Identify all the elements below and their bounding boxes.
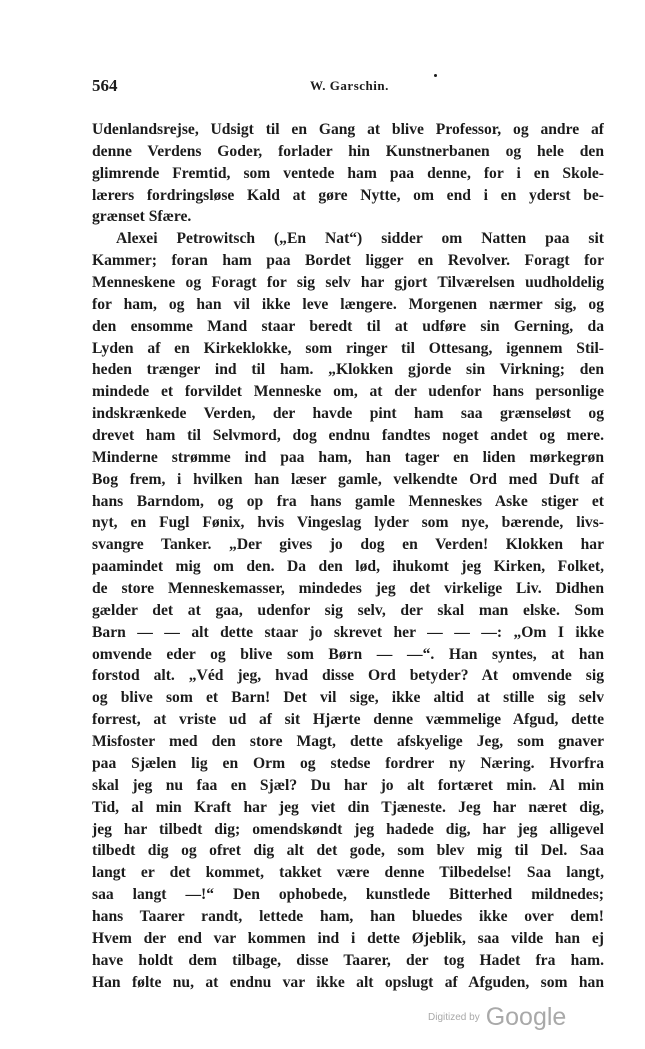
text-line: Tid, al min Kraft har jeg viet din Tjæneste. Jeg har næret dig,	[92, 798, 604, 816]
text-line: Udenlandsrejse, Udsigt til en Gang at blive Professor, og andre af	[92, 121, 604, 138]
text-line: indskrænkede Verden, der havde pint ham saa grænseløst og	[92, 405, 604, 423]
text-line: de store Menneskemasser, mindedes jeg det virkelige Liv. Didhen	[92, 580, 604, 598]
text-line: have holdt dem tilbage, disse Taarer, der tog Hadet fra ham.	[92, 951, 604, 969]
text-line: forstod alt. „Véd jeg, hvad disse Ord betyder? At omvende sig	[92, 667, 604, 685]
text-line: Bog frem, i hvilken han læser gamle, velkendte Ord med Duft af	[92, 470, 604, 488]
text-line: nyt, en Fugl Fønix, hvis Vingeslag lyder som nye, bærende, livs-	[92, 514, 604, 532]
text-line: svangre Tanker. „Der gives jo dog en Verden! Klokken har	[92, 536, 604, 554]
page-number: 564	[92, 76, 118, 95]
text-line: lærers fordringsløse Kald at gøre Nytte, om end i en yderst be-	[92, 186, 604, 204]
text-line: Misfoster med den store Magt, dette afskyelige Jeg, som gnaver	[92, 733, 604, 751]
google-watermark	[428, 1003, 566, 1032]
text-line: denne Verdens Goder, forlader hin Kunstnerbanen og hele den	[92, 142, 604, 160]
text-line: Kammer; foran ham paa Bordet ligger en Revolver. Foragt for	[92, 252, 604, 270]
text-line: for ham, og han vil ikke leve længere. Morgenen nærmer sig, og	[92, 295, 604, 313]
text-line: forrest, at vriste ud af sit Hjærte denne væmmelige Afgud, dette	[92, 711, 604, 729]
text-line: drevet ham til Selvmord, dog endnu fandtes noget andet og mere.	[92, 427, 604, 445]
text-line: Lyden af en Kirkeklokke, som ringer til Ottesang, igennem Stil-	[92, 339, 604, 357]
text-line: paamindet mig om den. Da den lød, ihukomt jeg Kirken, Folket,	[92, 558, 604, 576]
text-line: Alexei Petrowitsch („En Nat“) sidder om Natten paa sit	[116, 230, 604, 248]
text-line: saa langt —!“ Den ophobede, kunstlede Bitterhed mildnedes;	[92, 886, 604, 904]
body-text	[92, 119, 604, 993]
text-line: grænset Sfære.	[92, 208, 192, 226]
text-line: hans Barndom, og op fra hans gamle Menneskes Aske stiger et	[92, 492, 604, 510]
text-line: glimrende Fremtid, som ventede ham paa denne, for i en Skole-	[92, 164, 604, 182]
text-line: jeg har tilbedt dig; omendskøndt jeg hadede dig, har jeg alligevel	[92, 820, 604, 838]
page-header	[92, 76, 604, 100]
text-line: tilbedt dig og ofret dig alt det gode, som blev mig til Del. Saa	[92, 842, 604, 860]
text-line: Hvem der end var kommen ind i dette Øjeblik, saa vilde han ej	[92, 929, 604, 947]
text-line: Han følte nu, at endnu var ikke alt opslugt af Afguden, som han	[92, 973, 604, 991]
text-line: paa Sjælen lig en Orm og stedse fordrer ny Næring. Hvorfra	[92, 754, 604, 772]
text-line: langt er det kommet, takket være denne Tilbedelse! Saa langt,	[92, 864, 604, 882]
text-line: hans Taarer randt, lettede ham, han bluedes ikke over dem!	[92, 907, 604, 925]
stray-dot-mark	[434, 74, 437, 77]
text-line: heden trænger ind til ham. „Klokken gjorde sin Virkning; den	[92, 361, 604, 379]
google-logo: Google	[485, 1003, 567, 1031]
text-line: Minderne strømme ind paa ham, han tager en liden mørkegrøn	[92, 448, 604, 466]
digitized-by-label: Digitized by	[428, 1012, 480, 1023]
text-line: gælder det at gaa, udenfor sig selv, der skal man elske. Som	[92, 601, 604, 619]
text-line: Menneskene og Foragt for sig selv har gjort Tilværelsen uudholdelig	[92, 274, 604, 292]
text-line: den ensomme Mand staar beredt til at udføre sin Gerning, da	[92, 317, 604, 335]
running-head: W. Garschin.	[310, 78, 389, 93]
text-line: omvende eder og blive som Børn — —“. Han syntes, at han	[92, 645, 604, 663]
text-line: mindede et forvildet Menneske om, at der udenfor hans personlige	[92, 383, 604, 401]
text-line: Barn — — alt dette staar jo skrevet her — — —: „Om I ikke	[92, 623, 604, 641]
text-line: og blive som et Barn! Det vil sige, ikke altid at stille sig selv	[92, 689, 604, 707]
text-line: skal jeg nu faa en Sjæl? Du har jo alt fortæret min. Al min	[92, 776, 604, 794]
